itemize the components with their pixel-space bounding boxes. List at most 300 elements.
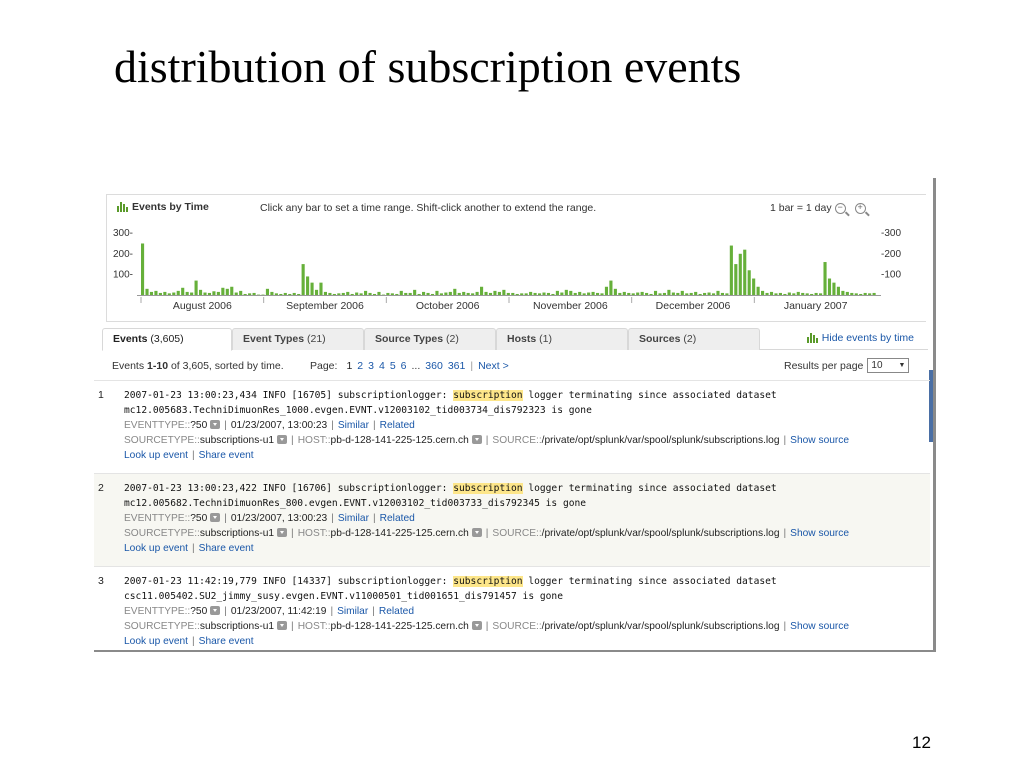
event-source-line	[124, 433, 930, 448]
timeline-bar[interactable]	[712, 293, 715, 295]
timeline-bar[interactable]	[658, 293, 661, 295]
field-menu-icon[interactable]	[277, 435, 287, 444]
timeline-bar[interactable]	[783, 294, 786, 295]
timeline-bar[interactable]	[578, 292, 581, 295]
timeline-bar[interactable]	[395, 294, 398, 295]
timeline-bar[interactable]	[716, 291, 719, 295]
pager-page-361[interactable]: 361	[447, 360, 466, 372]
timeline-bar[interactable]	[293, 293, 296, 295]
timeline-bar[interactable]	[694, 292, 697, 295]
divider: |	[291, 435, 294, 446]
timeline-bar[interactable]	[837, 287, 840, 295]
timeline-bar[interactable]	[859, 294, 862, 295]
pager-page-6[interactable]: 6	[400, 360, 407, 372]
timeline-bar[interactable]	[681, 291, 684, 295]
timeline-bar[interactable]	[288, 294, 291, 295]
timeline-bar[interactable]	[873, 293, 876, 295]
timeline-bar[interactable]	[752, 279, 755, 295]
timeline-bar[interactable]	[672, 293, 675, 295]
tab-event-types-count: (21)	[307, 333, 326, 345]
timeline-bar[interactable]	[302, 264, 305, 295]
timeline-bar[interactable]	[507, 293, 510, 295]
search-term-highlight: subscription	[453, 576, 523, 587]
timeline-bar[interactable]	[203, 293, 206, 295]
timeline-bar[interactable]	[355, 293, 358, 295]
tab-sources[interactable]	[628, 328, 760, 350]
sourcetype-label: SOURCETYPE::	[124, 621, 200, 632]
timeline-bar[interactable]	[319, 283, 322, 295]
timeline-bar[interactable]	[297, 294, 300, 295]
timeline-bar[interactable]	[435, 291, 438, 295]
timeline-bar[interactable]	[413, 290, 416, 295]
event-time: 01/23/2007, 13:00:23	[230, 513, 328, 524]
field-menu-icon[interactable]	[277, 528, 287, 537]
field-menu-icon[interactable]	[210, 420, 220, 429]
timeline-bar[interactable]	[422, 292, 425, 295]
x-tick-label: September 2006	[286, 300, 364, 312]
share-event-link[interactable]: Share event	[198, 543, 254, 554]
event-item	[94, 380, 930, 473]
divider: |	[291, 528, 294, 539]
event-meta-line	[124, 418, 930, 433]
tab-event-types[interactable]	[232, 328, 364, 350]
related-link[interactable]: Related	[379, 420, 415, 431]
host-label: HOST::	[297, 435, 331, 446]
x-tick-label: January 2007	[783, 300, 848, 312]
timeline-bar[interactable]	[846, 292, 849, 295]
timeline-bar[interactable]	[685, 293, 688, 295]
timeline-bar[interactable]	[159, 293, 162, 295]
timeline-bar[interactable]	[667, 290, 670, 295]
timeline-bar[interactable]	[195, 281, 198, 295]
timeline-bar[interactable]	[788, 293, 791, 295]
timeline-bar[interactable]	[239, 291, 242, 295]
show-source-link[interactable]: Show source	[790, 528, 850, 539]
timeline-bar[interactable]	[328, 293, 331, 295]
sourcetype-value[interactable]: subscriptions-u1	[199, 435, 275, 446]
timeline-bar[interactable]	[765, 293, 768, 295]
timeline-header	[107, 199, 926, 217]
timeline-bar[interactable]	[418, 294, 421, 295]
tab-hosts[interactable]	[496, 328, 628, 350]
event-meta-line	[124, 604, 930, 619]
host-value[interactable]: pb-d-128-141-225-125.cern.ch	[330, 435, 469, 446]
timeline-bar[interactable]	[676, 293, 679, 295]
show-source-link[interactable]: Show source	[790, 435, 850, 446]
source-value[interactable]: /private/opt/splunk/var/spool/splunk/subscriptions.log	[541, 621, 780, 632]
timeline-bar[interactable]	[534, 293, 537, 295]
timeline-bar[interactable]	[493, 291, 496, 295]
timeline-bar[interactable]	[864, 293, 867, 295]
timeline-bar[interactable]	[360, 293, 363, 295]
share-event-link[interactable]: Share event	[198, 636, 254, 647]
similar-link[interactable]: Similar	[337, 606, 369, 617]
timeline-bar[interactable]	[235, 293, 238, 295]
related-link[interactable]: Related	[379, 513, 415, 524]
timeline-bar[interactable]	[806, 293, 809, 295]
look-up-event-link[interactable]: Look up event	[124, 450, 189, 461]
event-actions	[124, 541, 930, 556]
divider: |	[331, 513, 334, 524]
timeline-bar[interactable]	[730, 246, 733, 295]
x-tick-label: October 2006	[415, 300, 480, 312]
timeline-bar[interactable]	[306, 276, 309, 295]
timeline-bar[interactable]	[186, 292, 189, 295]
results-summary	[112, 360, 284, 372]
timeline-bar[interactable]	[476, 292, 479, 295]
source-label: SOURCE::	[492, 621, 542, 632]
tab-events[interactable]	[102, 328, 232, 351]
sourcetype-value[interactable]: subscriptions-u1	[199, 528, 275, 539]
results-per-page-value: 10	[871, 360, 883, 371]
events-by-time-chart[interactable]	[107, 223, 927, 319]
timeline-bar[interactable]	[841, 291, 844, 295]
timeline-bar[interactable]	[721, 293, 724, 295]
divider: |	[224, 420, 227, 431]
results-range: 1-10	[147, 360, 169, 372]
timeline-bar[interactable]	[453, 289, 456, 295]
eventtype-label: EVENTTYPE::	[124, 420, 191, 431]
timeline-bar[interactable]	[815, 293, 818, 295]
divider: |	[330, 606, 334, 617]
timeline-bar[interactable]	[632, 293, 635, 295]
timeline-scale	[770, 202, 866, 214]
timeline-bar[interactable]	[538, 293, 541, 295]
event-time: 01/23/2007, 11:42:19	[230, 606, 327, 617]
share-event-link[interactable]: Share event	[198, 450, 254, 461]
field-menu-icon[interactable]	[472, 528, 482, 537]
timeline-bar[interactable]	[440, 293, 443, 295]
timeline-bar[interactable]	[623, 292, 626, 295]
timeline-bar[interactable]	[311, 283, 314, 295]
timeline-bar[interactable]	[458, 293, 461, 295]
timeline-bar[interactable]	[230, 287, 233, 295]
hide-events-by-time-label: Hide events by time	[821, 332, 914, 344]
look-up-event-link[interactable]: Look up event	[124, 636, 189, 647]
timeline-bar[interactable]	[342, 293, 345, 295]
tab-events-count: (3,605)	[150, 333, 184, 345]
x-tick-label: August 2006	[172, 300, 232, 312]
timeline-bar[interactable]	[190, 293, 193, 295]
timeline-bar[interactable]	[368, 293, 371, 295]
timeline-bar[interactable]	[592, 292, 595, 295]
timeline-bar[interactable]	[797, 292, 800, 295]
similar-link[interactable]: Similar	[337, 513, 369, 524]
y-tick-label-left: 100-	[113, 269, 134, 281]
timeline-bar[interactable]	[498, 292, 501, 295]
y-tick-label-left: 200-	[113, 248, 134, 260]
timeline-bar[interactable]	[556, 291, 559, 295]
timeline-bar[interactable]	[609, 281, 612, 295]
field-menu-icon[interactable]	[472, 435, 482, 444]
timeline-bar[interactable]	[212, 291, 215, 295]
field-menu-icon[interactable]	[210, 513, 220, 522]
tab-source-types[interactable]	[364, 328, 496, 350]
search-term-highlight: subscription	[453, 483, 523, 494]
source-label: SOURCE::	[492, 435, 542, 446]
sourcetype-label: SOURCETYPE::	[124, 528, 200, 539]
tab-sources-count: (2)	[683, 333, 697, 345]
timeline-bar[interactable]	[600, 293, 603, 295]
divider: |	[783, 435, 787, 446]
event-raw-text: logger terminating since associated dataset	[522, 576, 777, 587]
timeline-bar[interactable]	[516, 294, 519, 295]
dropdown-arrow-icon: ▼	[898, 362, 906, 369]
timeline-bar[interactable]	[177, 291, 180, 295]
timeline-hint: Click any bar to set a time range. Shift-click another to extend the range.	[260, 202, 597, 214]
eventtype-value[interactable]: ?50	[190, 606, 208, 617]
timeline-bar[interactable]	[748, 270, 751, 295]
timeline-bar[interactable]	[253, 293, 256, 295]
results-suffix: of 3,605, sorted by time.	[168, 360, 284, 372]
timeline-bar[interactable]	[708, 293, 711, 295]
host-value[interactable]: pb-d-128-141-225-125.cern.ch	[330, 528, 469, 539]
timeline-bar[interactable]	[801, 293, 804, 295]
timeline-bar[interactable]	[743, 250, 746, 295]
timeline-bar[interactable]	[373, 294, 376, 295]
timeline-bar[interactable]	[244, 294, 247, 295]
event-raw-text: 2007-01-23 13:00:23,434 INFO [16705] subscriptionlogger:	[124, 390, 454, 401]
timeline-bar[interactable]	[217, 292, 220, 295]
pager-page-4[interactable]: 4	[378, 360, 385, 372]
x-tick-label: December 2006	[655, 300, 731, 312]
divider: |	[291, 621, 294, 632]
pager-next-link[interactable]: Next >	[478, 360, 509, 372]
show-source-link[interactable]: Show source	[790, 621, 850, 632]
timeline-bar[interactable]	[462, 292, 465, 295]
pager-divider: |	[470, 360, 474, 372]
timeline-bar[interactable]	[431, 294, 434, 295]
event-item	[94, 566, 930, 652]
divider: |	[192, 636, 195, 647]
divider: |	[783, 528, 787, 539]
timeline-bar[interactable]	[605, 287, 608, 295]
timeline-bar[interactable]	[163, 292, 166, 295]
event-raw-text: logger terminating since associated dataset	[522, 390, 777, 401]
event-meta-line	[124, 511, 930, 526]
timeline-bar[interactable]	[400, 291, 403, 295]
divider: |	[485, 435, 489, 446]
eventtype-value[interactable]: ?50	[190, 420, 208, 431]
timeline-bar[interactable]	[221, 288, 224, 295]
timeline-bar[interactable]	[377, 292, 380, 295]
timeline-bar[interactable]	[391, 293, 394, 295]
timeline-bar[interactable]	[480, 287, 483, 295]
timeline-bar[interactable]	[275, 293, 278, 295]
timeline-title	[117, 201, 209, 213]
timeline-bar[interactable]	[792, 293, 795, 295]
pager-ellipsis: ...	[411, 360, 421, 372]
sourcetype-value[interactable]: subscriptions-u1	[199, 621, 275, 632]
timeline-bar[interactable]	[774, 293, 777, 295]
timeline-bar[interactable]	[828, 279, 831, 295]
pager-page-360[interactable]: 360	[425, 360, 443, 372]
timeline-bar[interactable]	[364, 291, 367, 295]
timeline-bar[interactable]	[645, 293, 648, 295]
related-link[interactable]: Related	[378, 606, 415, 617]
timeline-bar[interactable]	[226, 289, 229, 295]
timeline-bar[interactable]	[511, 293, 514, 295]
timeline-bar[interactable]	[770, 292, 773, 295]
event-raw-text: 2007-01-23 11:42:19,779 INFO [14337] subscriptionlogger:	[124, 576, 454, 587]
timeline-bar[interactable]	[703, 293, 706, 295]
timeline-bar[interactable]	[690, 293, 693, 295]
timeline-bar[interactable]	[404, 293, 407, 295]
timeline-bar[interactable]	[587, 293, 590, 295]
divider: |	[331, 420, 334, 431]
event-source-line	[124, 526, 930, 541]
timeline-bar[interactable]	[560, 293, 563, 295]
timeline-bar[interactable]	[467, 293, 470, 295]
timeline-bar[interactable]	[150, 292, 153, 295]
pager-label: Page:	[310, 360, 338, 372]
divider: |	[485, 621, 489, 632]
source-value[interactable]: /private/opt/splunk/var/spool/splunk/subscriptions.log	[541, 528, 780, 539]
timeline-bar[interactable]	[181, 288, 184, 295]
timeline-bar[interactable]	[699, 294, 702, 295]
timeline-bar[interactable]	[636, 293, 639, 295]
divider: |	[192, 450, 195, 461]
timeline-bar[interactable]	[248, 293, 251, 295]
timeline-bar[interactable]	[333, 294, 336, 295]
timeline-bar[interactable]	[279, 294, 282, 295]
timeline-bar[interactable]	[145, 289, 148, 295]
pager-page-2[interactable]: 2	[357, 360, 364, 372]
tab-event-types-label: Event Types	[243, 333, 305, 345]
event-raw-line: mc12.005683.TechniDimuonRes_1000.evgen.EVNT.v12003102_tid003734_dis792323 is gone	[124, 405, 592, 416]
splunk-screenshot	[94, 178, 936, 652]
timeline-bar[interactable]	[426, 293, 429, 295]
host-label: HOST::	[297, 528, 331, 539]
timeline-bar[interactable]	[324, 292, 327, 295]
timeline-bar[interactable]	[168, 293, 171, 295]
pager-page-5[interactable]: 5	[389, 360, 396, 372]
timeline-bar[interactable]	[484, 292, 487, 295]
zoom-out-icon[interactable]: −	[835, 203, 846, 214]
event-number: 2	[98, 482, 104, 494]
timeline-bar[interactable]	[489, 293, 492, 295]
timeline-bar[interactable]	[346, 292, 349, 295]
event-raw-text: 2007-01-23 13:00:23,422 INFO [16706] subscriptionlogger:	[124, 483, 454, 494]
timeline-bar[interactable]	[351, 294, 354, 295]
timeline-bar[interactable]	[386, 293, 389, 295]
timeline-bar[interactable]	[574, 293, 577, 295]
timeline-bar[interactable]	[208, 293, 211, 295]
timeline-bar[interactable]	[525, 293, 528, 295]
event-raw-line: csc11.005402.SU2_jimmy_susy.evgen.EVNT.v11000501_tid001651_dis791457 is gone	[124, 591, 563, 602]
source-value[interactable]: /private/opt/splunk/var/spool/splunk/subscriptions.log	[541, 435, 780, 446]
timeline-bar[interactable]	[654, 291, 657, 295]
timeline-bar[interactable]	[529, 292, 532, 295]
timeline-bar[interactable]	[850, 293, 853, 295]
timeline-bar[interactable]	[520, 293, 523, 295]
timeline-bar[interactable]	[270, 292, 273, 295]
tab-hosts-label: Hosts	[507, 333, 537, 345]
host-value[interactable]: pb-d-128-141-225-125.cern.ch	[330, 621, 469, 632]
pager-page-3[interactable]: 3	[368, 360, 374, 372]
timeline-bar[interactable]	[337, 293, 340, 295]
hide-events-by-time-link[interactable]	[807, 332, 914, 344]
timeline-bar[interactable]	[627, 293, 630, 295]
timeline-bar[interactable]	[650, 294, 653, 295]
timeline-bar[interactable]	[551, 294, 554, 295]
results-prefix: Events	[112, 360, 148, 372]
timeline-bar[interactable]	[154, 291, 157, 295]
timeline-bar[interactable]	[444, 293, 447, 295]
timeline-bar[interactable]	[761, 291, 764, 295]
timeline-bar[interactable]	[172, 293, 175, 295]
timeline-bar[interactable]	[823, 262, 826, 295]
timeline-bar[interactable]	[663, 293, 666, 295]
timeline-bar[interactable]	[471, 293, 474, 295]
timeline-bar[interactable]	[141, 243, 144, 295]
timeline-bar[interactable]	[868, 293, 871, 295]
divider: |	[224, 513, 227, 524]
timeline-bar[interactable]	[547, 293, 550, 295]
look-up-event-link[interactable]: Look up event	[124, 543, 189, 554]
timeline-bar[interactable]	[315, 290, 318, 295]
divider: |	[485, 528, 489, 539]
timeline-bar[interactable]	[725, 293, 728, 295]
timeline-bar[interactable]	[641, 292, 644, 295]
field-menu-icon[interactable]	[472, 621, 482, 630]
field-menu-icon[interactable]	[210, 606, 220, 615]
timeline-bar[interactable]	[614, 289, 617, 295]
timeline-bar[interactable]	[284, 293, 287, 295]
timeline-bar[interactable]	[810, 294, 813, 295]
timeline-bar[interactable]	[596, 293, 599, 295]
zoom-in-icon[interactable]: +	[855, 203, 866, 214]
timeline-bar[interactable]	[565, 290, 568, 295]
timeline-bar[interactable]	[502, 290, 505, 295]
divider: |	[192, 543, 195, 554]
timeline-bar[interactable]	[739, 254, 742, 295]
timeline-bar[interactable]	[542, 293, 545, 295]
timeline-bar[interactable]	[819, 293, 822, 295]
tab-hosts-count: (1)	[539, 333, 552, 345]
timeline-bar[interactable]	[199, 290, 202, 295]
timeline-bar[interactable]	[583, 293, 586, 295]
timeline-bar[interactable]	[569, 291, 572, 295]
results-bar	[102, 352, 928, 380]
timeline-panel	[106, 194, 926, 322]
timeline-bar[interactable]	[757, 287, 760, 295]
divider: |	[224, 606, 227, 617]
eventtype-label: EVENTTYPE::	[124, 606, 191, 617]
field-menu-icon[interactable]	[277, 621, 287, 630]
results-per-page-select[interactable]	[867, 358, 909, 373]
similar-link[interactable]: Similar	[337, 420, 369, 431]
timeline-bar[interactable]	[855, 293, 858, 295]
tab-bar	[102, 328, 928, 350]
tab-events-label: Events	[113, 333, 148, 345]
y-tick-label-right: -300	[881, 228, 902, 240]
event-raw-line: mc12.005682.TechniDimuonRes_800.evgen.EVNT.v12003102_tid003733_dis792345 is gone	[124, 498, 587, 509]
timeline-bar[interactable]	[266, 289, 269, 295]
timeline-bar[interactable]	[618, 293, 621, 295]
bar-chart-icon	[807, 333, 818, 343]
eventtype-value[interactable]: ?50	[190, 513, 208, 524]
timeline-bar[interactable]	[734, 264, 737, 295]
timeline-bar[interactable]	[449, 292, 452, 295]
pager-page-1[interactable]: 1	[346, 360, 353, 372]
divider: |	[373, 420, 376, 431]
timeline-bar[interactable]	[409, 293, 412, 295]
bar-chart-icon	[117, 202, 128, 212]
host-label: HOST::	[297, 621, 331, 632]
timeline-bar[interactable]	[832, 283, 835, 295]
timeline-bar[interactable]	[779, 293, 782, 295]
